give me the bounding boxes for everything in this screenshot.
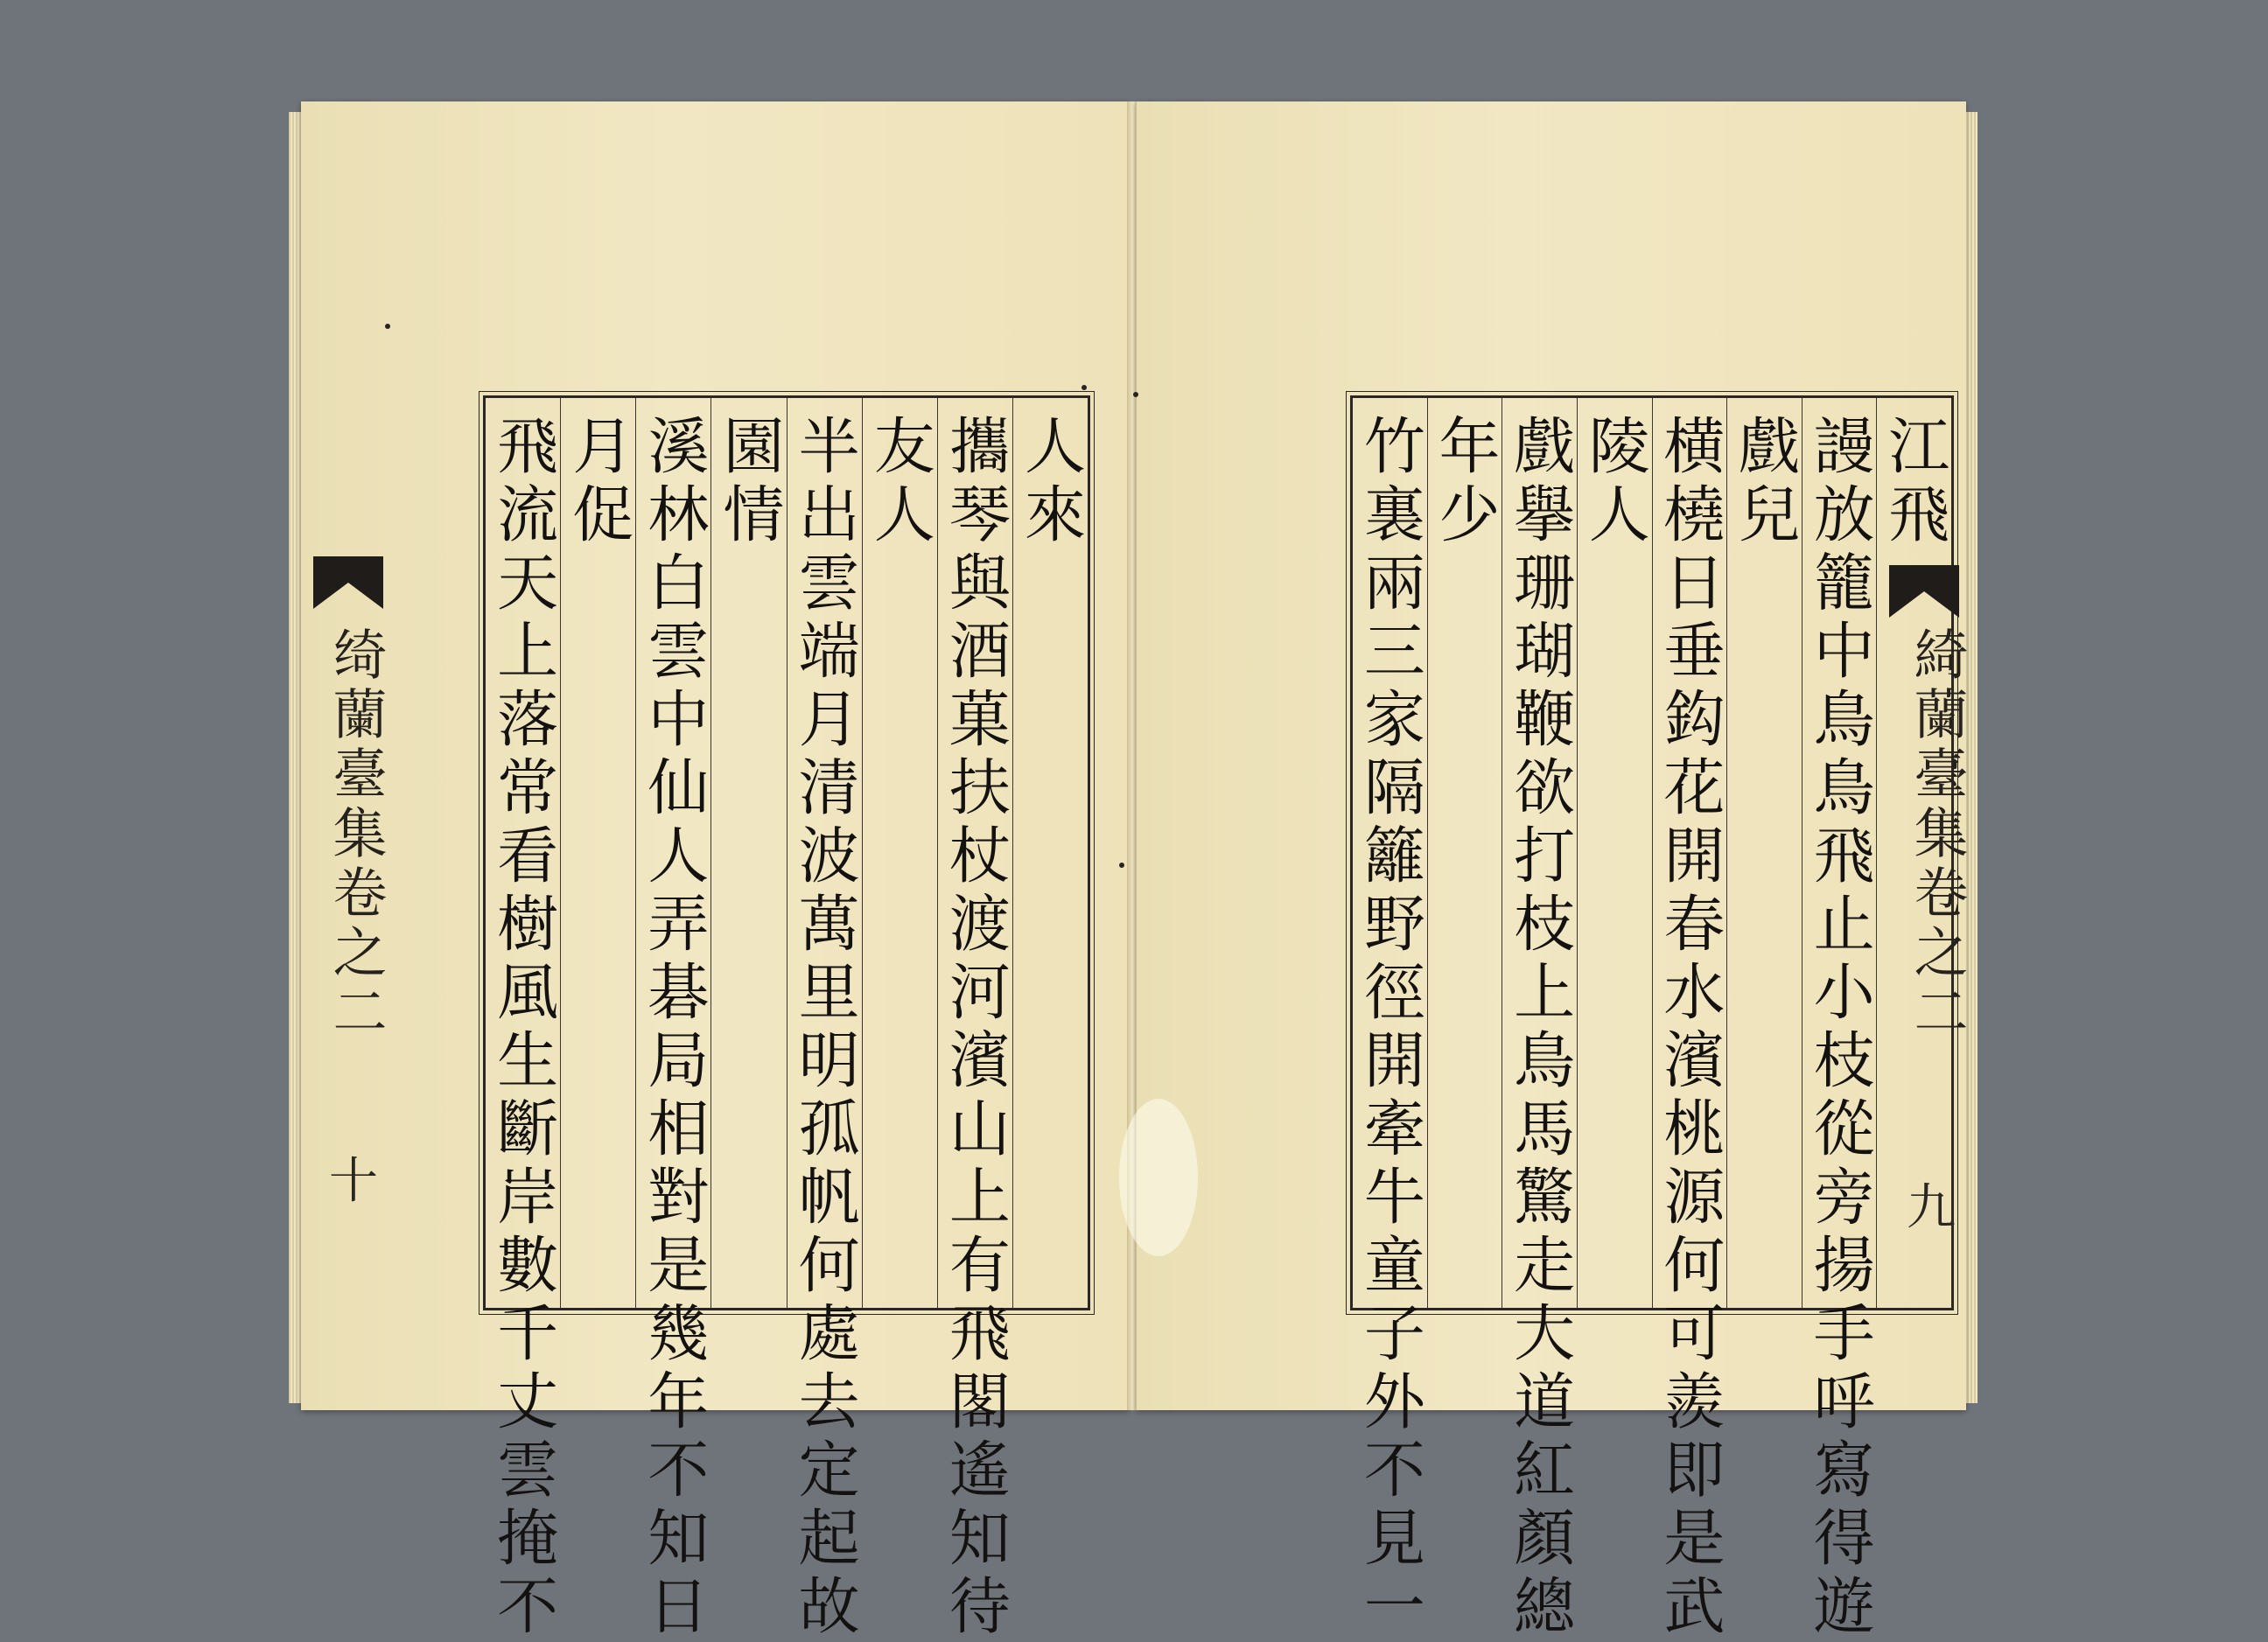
left-text-frame bbox=[483, 395, 1090, 1642]
right-column-5 bbox=[1577, 398, 1652, 1308]
left-column-7 bbox=[560, 398, 635, 1308]
left-page-number: 十 bbox=[329, 1153, 378, 1210]
right-text-frame bbox=[1350, 395, 1954, 1642]
left-margin-title: 绮蘭臺集卷之二 bbox=[324, 626, 388, 1043]
left-columns bbox=[486, 398, 1088, 1642]
column-text: 謾放籠中鳥鳥飛止小枝從旁揚手呼寫得遊 bbox=[1803, 414, 1876, 1642]
ink-spot bbox=[1082, 385, 1087, 390]
right-column-3 bbox=[1726, 398, 1802, 1308]
paper-tear bbox=[1119, 1099, 1198, 1256]
right-column-7 bbox=[1427, 398, 1502, 1308]
fishtail-mark-icon bbox=[313, 556, 383, 609]
right-margin-title: 綺蘭臺集卷之二 bbox=[1905, 626, 1969, 1043]
open-book bbox=[289, 94, 1978, 1642]
left-page bbox=[301, 101, 1130, 1642]
left-column-5 bbox=[710, 398, 786, 1308]
right-column-2 bbox=[1802, 398, 1877, 1642]
column-text: 攜琴與酒菓扶杖渡河濱山上有飛閣遙知待 bbox=[939, 414, 1012, 1642]
right-page-number: 九 bbox=[1907, 1179, 1956, 1236]
column-text: 園情 bbox=[712, 414, 785, 550]
column-text: 横橈日垂鈎花開春水濱桃源何可羨即是武 bbox=[1653, 414, 1726, 1642]
left-column-8 bbox=[486, 398, 560, 1642]
left-column-1 bbox=[1012, 398, 1088, 1308]
ink-spot bbox=[1133, 392, 1138, 397]
bleed-through-text bbox=[385, 364, 458, 1239]
left-column-4 bbox=[787, 398, 862, 1642]
column-text: 戲兒 bbox=[1728, 414, 1801, 550]
column-text: 陵人 bbox=[1578, 414, 1651, 550]
right-column-6 bbox=[1502, 398, 1577, 1642]
column-text: 月促 bbox=[562, 414, 634, 550]
column-text: 戲擧珊瑚鞭欲打枝上鳥馬驚走大道紅顏總 bbox=[1503, 414, 1576, 1642]
column-text: 年少 bbox=[1428, 414, 1501, 550]
right-column-8 bbox=[1353, 398, 1427, 1642]
column-text: 人來 bbox=[1014, 414, 1087, 550]
right-page bbox=[1136, 101, 1969, 1642]
column-text: 友人 bbox=[864, 414, 936, 550]
fishtail-mark-icon bbox=[1889, 565, 1959, 618]
column-text: 溪林白雲中仙人弄碁局相對是幾年不知日 bbox=[637, 414, 710, 1642]
column-text: 江飛 bbox=[1878, 414, 1950, 550]
ink-spot bbox=[1119, 863, 1124, 868]
right-columns bbox=[1353, 398, 1951, 1642]
left-column-3 bbox=[862, 398, 937, 1308]
left-column-6 bbox=[635, 398, 710, 1642]
right-column-4 bbox=[1652, 398, 1727, 1642]
ink-spot bbox=[385, 324, 390, 329]
column-text: 半出雲端月清波萬里明孤帆何處去定起故 bbox=[788, 414, 861, 1642]
column-text: 竹裏兩三家隔籬野徑開牽牛童子外不見一 bbox=[1354, 414, 1426, 1642]
left-column-2 bbox=[937, 398, 1012, 1642]
column-text: 飛流天上落常看樹風生斷岸數千丈雲掩不 bbox=[486, 414, 559, 1642]
